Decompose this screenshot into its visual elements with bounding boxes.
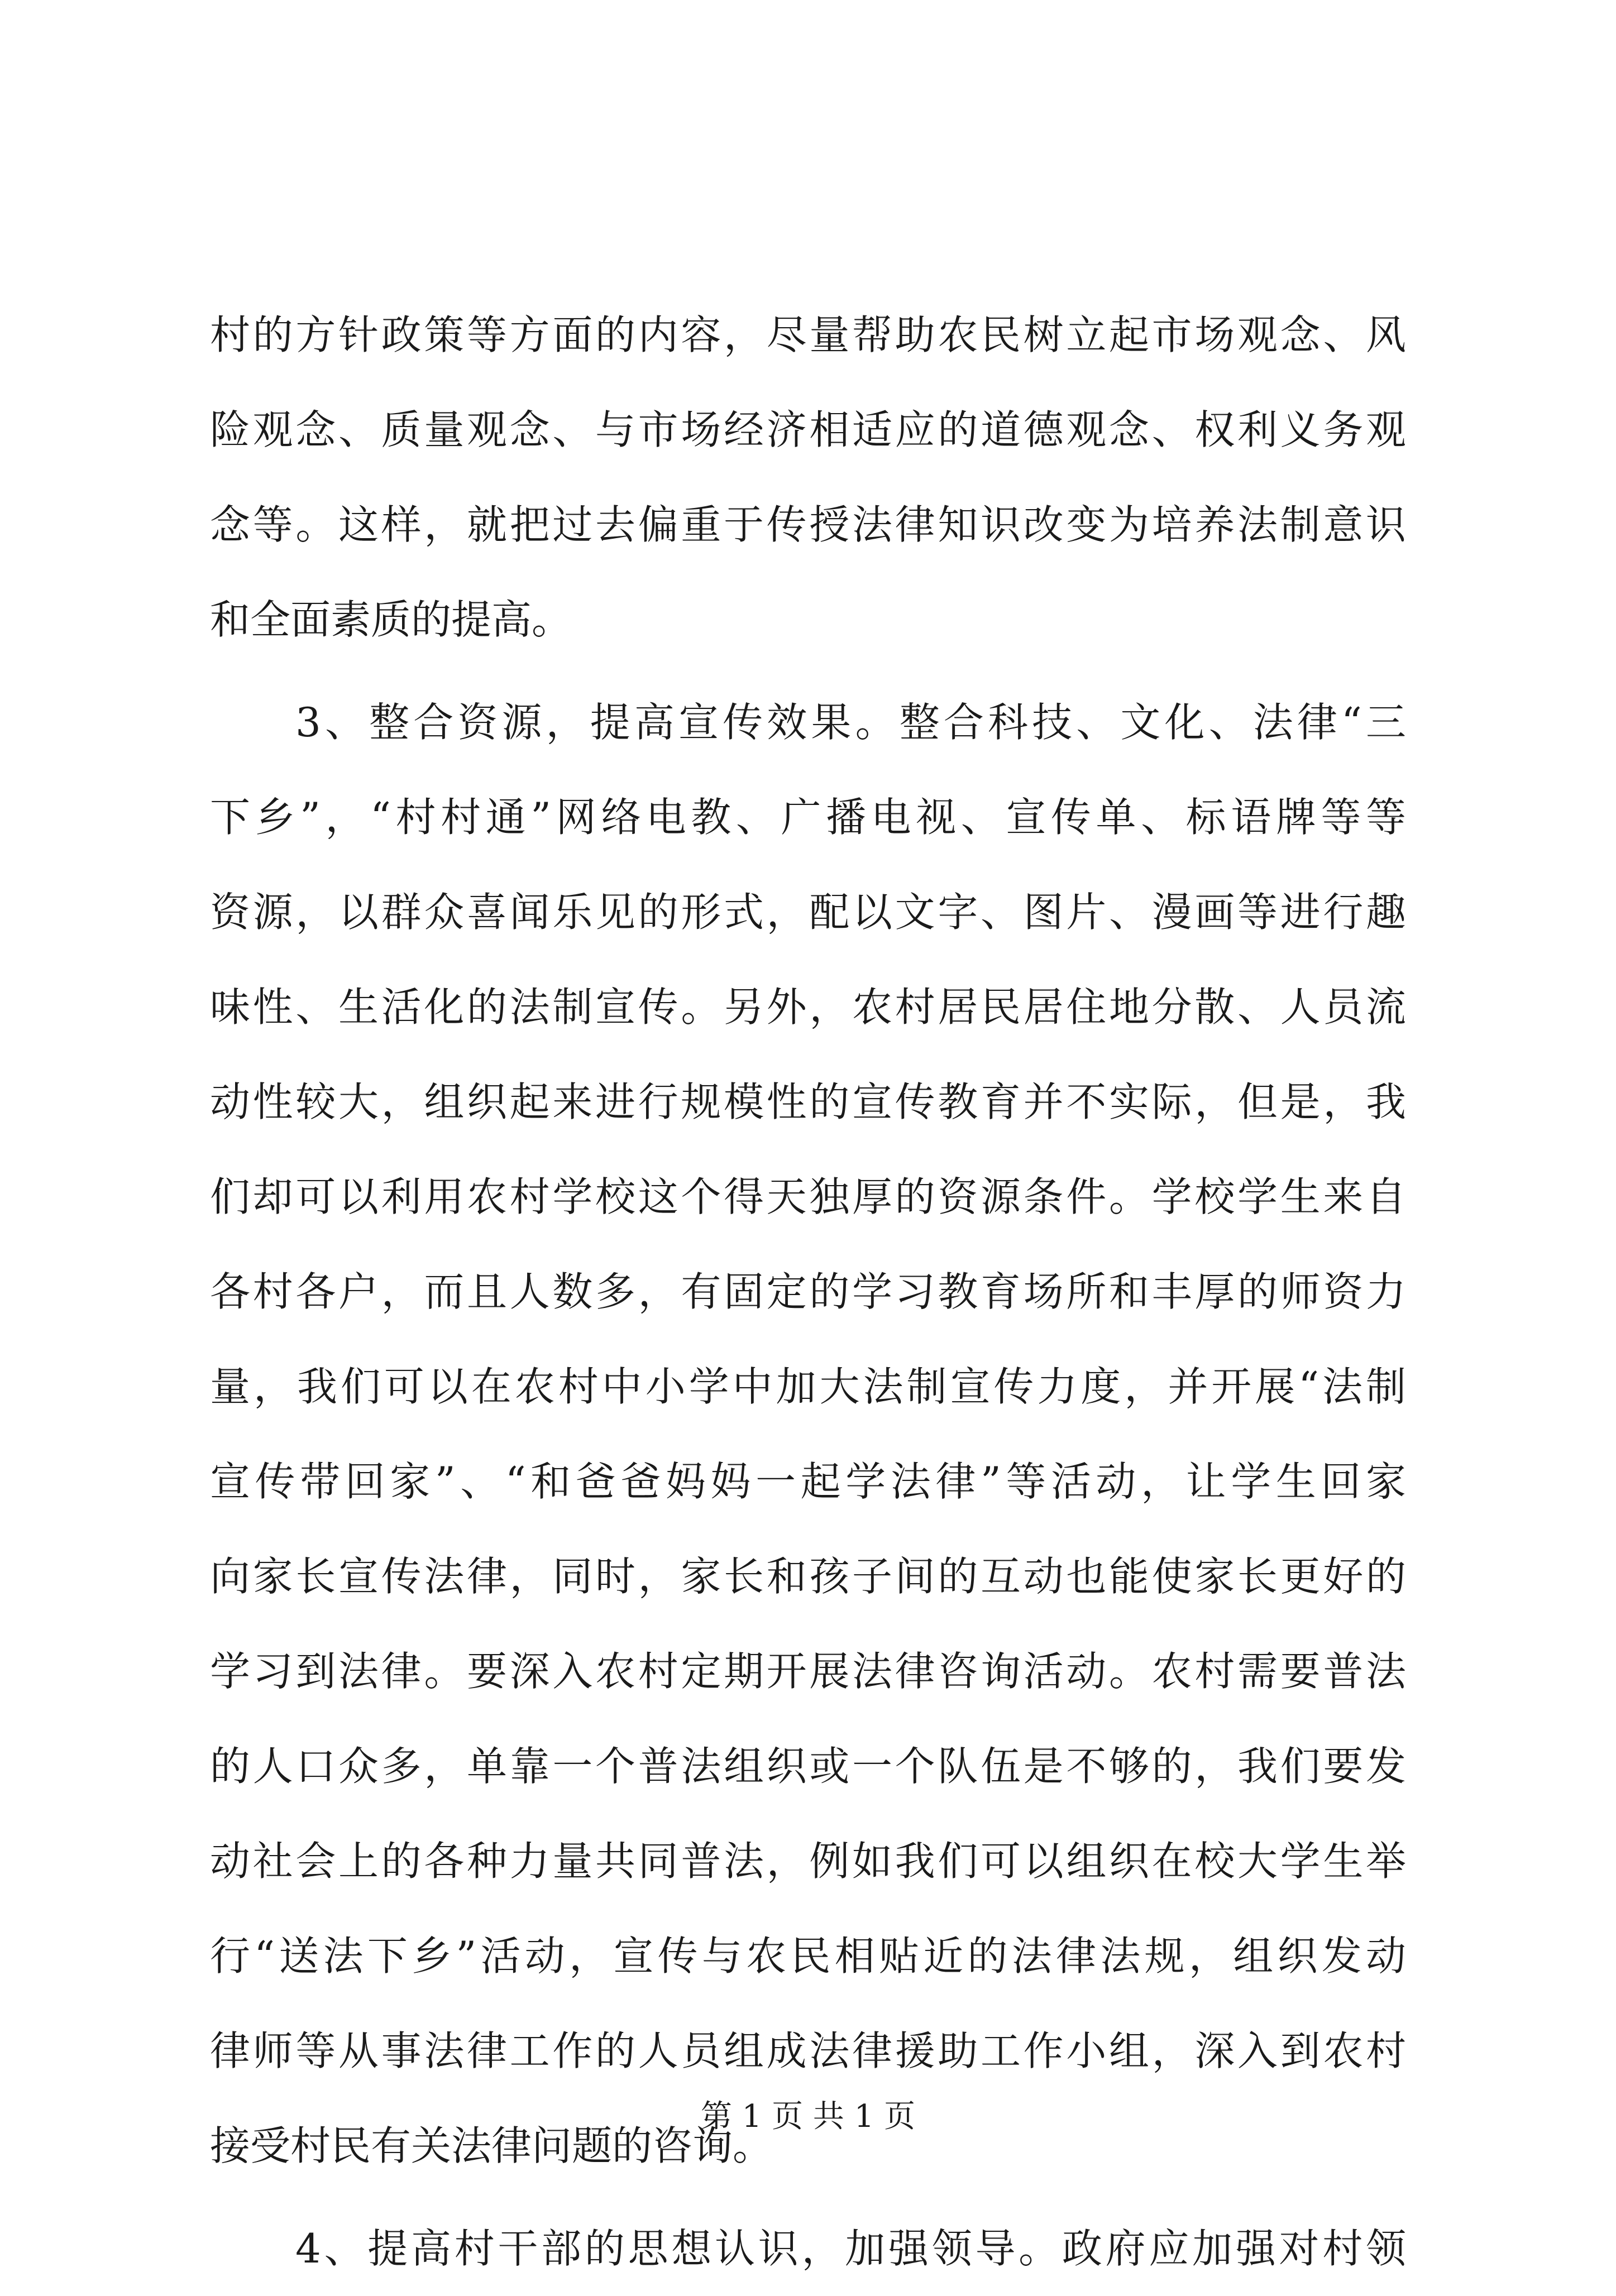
text-line: 律师等从事法律工作的人员组成法律援助工作小组，深入到农村 [210,2027,1406,2074]
text-line: 学习到法律。要深入农村定期开展法律咨询活动。农村需要普法 [210,1648,1406,1695]
document-body [210,287,1406,2296]
text-line: 行“送法下乡”活动，宣传与农民相贴近的法律法规，组织发动 [210,1933,1406,1979]
text-line: 动性较大，组织起来进行规模性的宣传教育并不实际，但是，我 [210,1079,1406,1125]
text-line: 险观念、质量观念、与市场经济相适应的道德观念、权利义务观 [210,406,1406,453]
text-line: 量，我们可以在农村中小学中加大法制宣传力度，并开展“法制 [210,1363,1406,1410]
text-line: 念等。这样，就把过去偏重于传授法律知识改变为培养法制意识 [210,501,1406,548]
text-line: 资源，以群众喜闻乐见的形式，配以文字、图片、漫画等进行趣 [210,889,1406,936]
text-line: 向家长宣传法律，同时，家长和孩子间的互动也能使家长更好的 [210,1553,1406,1600]
text-line: 们却可以利用农村学校这个得天独厚的资源条件。学校学生来自 [210,1173,1406,1220]
text-line: 动社会上的各种力量共同普法，例如我们可以组织在校大学生举 [210,1838,1406,1885]
paragraph-start-line: 3、整合资源，提高宣传效果。整合科技、文化、法律“三 [295,699,1406,746]
text-line: 各村各户，而且人数多，有固定的学习教育场所和丰厚的师资力 [210,1268,1406,1315]
text-line: 下乡”，“村村通”网络电教、广播电视、宣传单、标语牌等等 [210,794,1406,841]
page-number-footer: 第 1 页 共 1 页 [700,2098,916,2135]
text-line: 的人口众多，单靠一个普法组织或一个队伍是不够的，我们要发 [210,1743,1406,1790]
text-line: 味性、生活化的法制宣传。另外，农村居民居住地分散、人员流 [210,984,1406,1030]
text-line: 和全面素质的提高。 [210,596,572,643]
text-line: 接受村民有关法律问题的咨询。 [210,2122,773,2169]
paragraph-start-line: 4、提高村干部的思想认识，加强领导。政府应加强对村领 [295,2225,1406,2272]
text-line: 宣传带回家”、“和爸爸妈妈一起学法律”等活动，让学生回家 [210,1458,1406,1505]
text-line: 村的方针政策等方面的内容，尽量帮助农民树立起市场观念、风 [210,311,1406,358]
